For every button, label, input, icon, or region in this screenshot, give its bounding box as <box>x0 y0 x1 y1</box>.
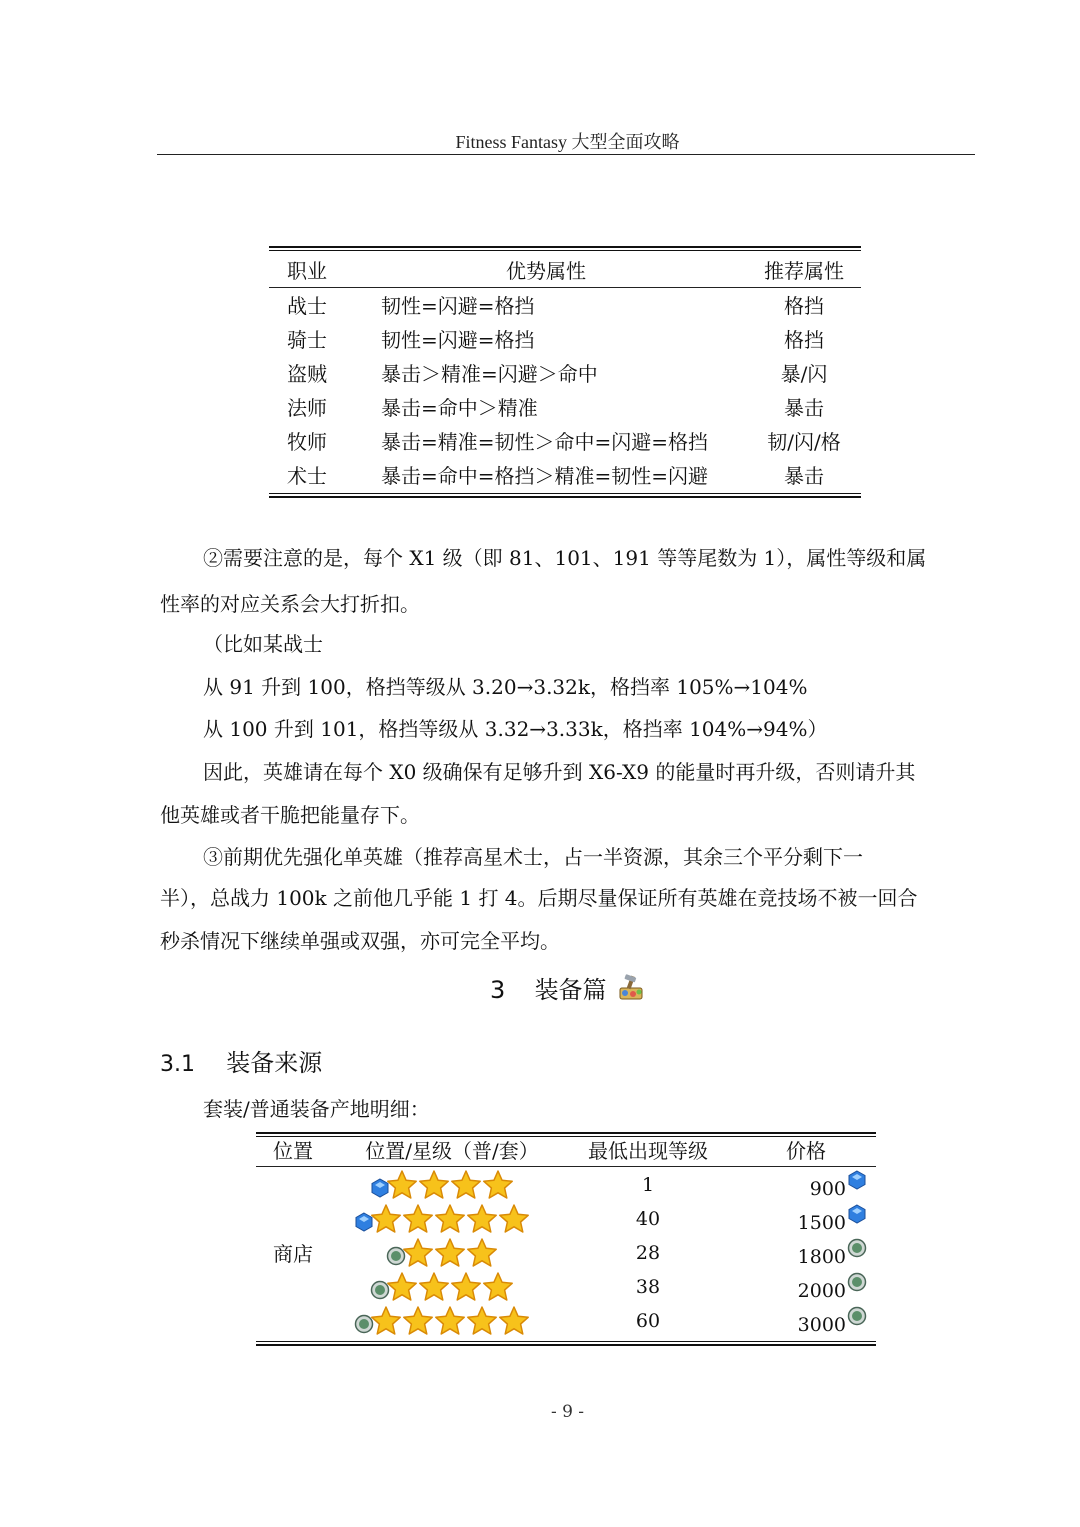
paragraph-line: 从 100 升到 101，格挡等级从 3.32→3.33k，格挡率 104%→94%） <box>203 717 828 741</box>
star-icon <box>450 1271 482 1303</box>
star-rating <box>370 1168 514 1202</box>
paragraph-line: ③前期优先强化单英雄（推荐高星术士，占一半资源，其余三个平分剩下一 <box>203 845 863 869</box>
paragraph-line: 因此，英雄请在每个 X0 级确保有足够升到 X6-X9 的能量时再升级，否则请升其 <box>203 760 916 784</box>
star-icon <box>498 1203 530 1235</box>
star-icon <box>434 1305 466 1337</box>
section-heading <box>160 1043 322 1078</box>
star-rating <box>354 1202 530 1236</box>
currency-icon <box>847 1272 867 1296</box>
running-header: Fitness Fantasy 大型全面攻略 <box>455 132 680 152</box>
star-icon <box>402 1237 434 1269</box>
chapter-title: 装备篇 <box>534 976 607 1004</box>
table-intro: 套装/普通装备产地明细： <box>203 1097 430 1121</box>
currency-icon <box>847 1238 867 1262</box>
equipment-source-table <box>256 1132 876 1346</box>
cell-class: 法师 <box>287 396 327 420</box>
table-row <box>256 1168 876 1202</box>
star-icon <box>466 1237 498 1269</box>
star-icon <box>482 1271 514 1303</box>
paragraph-line: 秒杀情况下继续单强或双强，亦可完全平均。 <box>160 929 560 953</box>
paragraph-line: ②需要注意的是，每个 X1 级（即 81、101、191 等等尾数为 1），属性等级和属 <box>203 546 927 570</box>
currency-icon <box>847 1204 867 1228</box>
star-icon <box>402 1203 434 1235</box>
cell-price: 2000 <box>797 1280 846 1302</box>
table-bottom-rule <box>269 493 861 498</box>
cell-advantage: 暴击=命中=格挡＞精准=韧性=闪避 <box>381 464 709 488</box>
cell-class: 战士 <box>287 294 327 318</box>
section-number: 3.1 <box>160 1052 195 1077</box>
star-icon <box>498 1305 530 1337</box>
table-header-rule <box>269 287 861 288</box>
table-row <box>269 323 861 357</box>
cell-price: 900 <box>809 1178 846 1200</box>
star-icon <box>418 1271 450 1303</box>
star-icon <box>402 1305 434 1337</box>
cell-min-level: 38 <box>635 1276 661 1298</box>
table-row <box>256 1202 876 1236</box>
header-price: 价格 <box>786 1139 826 1163</box>
section-title: 装备来源 <box>226 1049 323 1077</box>
star-icon <box>466 1305 498 1337</box>
star-rating <box>354 1304 530 1338</box>
star-icon <box>434 1203 466 1235</box>
header-location: 位置 <box>273 1139 313 1163</box>
star-icon <box>434 1237 466 1269</box>
page-number: - 9 - <box>550 1402 585 1422</box>
header-class: 职业 <box>287 259 327 283</box>
star-icon <box>482 1169 514 1201</box>
cell-recommend: 韧/闪/格 <box>767 430 841 454</box>
currency-icon <box>847 1170 867 1194</box>
table-header-rule <box>256 1166 876 1167</box>
cell-advantage: 暴击＞精准=闪避＞命中 <box>381 362 598 386</box>
hammer-tools-icon <box>616 974 646 1008</box>
star-icon <box>418 1169 450 1201</box>
header-advantage: 优势属性 <box>506 259 586 283</box>
paragraph-line: 他英雄或者干脆把能量存下。 <box>160 803 420 827</box>
cell-class: 牧师 <box>287 430 327 454</box>
cell-price: 1500 <box>797 1212 846 1234</box>
cell-min-level: 60 <box>635 1310 661 1332</box>
header-stars: 位置/星级（普/套） <box>365 1139 539 1163</box>
chapter-heading <box>490 970 646 1008</box>
star-icon <box>450 1169 482 1201</box>
cell-recommend: 暴/闪 <box>780 362 828 386</box>
table-row <box>256 1236 876 1270</box>
cell-min-level: 1 <box>641 1174 655 1196</box>
cell-advantage: 韧性=闪避=格挡 <box>381 294 535 318</box>
paragraph-line: 性率的对应关系会大打折扣。 <box>160 592 420 616</box>
cell-advantage: 暴击=精准=韧性＞命中=闪避=格挡 <box>381 430 709 454</box>
cell-min-level: 40 <box>635 1208 661 1230</box>
cell-class: 术士 <box>287 464 327 488</box>
header-recommend: 推荐属性 <box>764 259 844 283</box>
table-row <box>256 1270 876 1304</box>
cell-advantage: 暴击=命中＞精准 <box>381 396 538 420</box>
currency-icon <box>847 1306 867 1330</box>
cell-price: 3000 <box>797 1314 846 1336</box>
paragraph-line: （比如某战士 <box>203 632 323 656</box>
cell-advantage: 韧性=闪避=格挡 <box>381 328 535 352</box>
gem-icon <box>847 1170 867 1190</box>
cell-location: 商店 <box>273 1242 313 1266</box>
cell-recommend: 格挡 <box>784 328 824 352</box>
table-row <box>269 425 861 459</box>
coin-icon <box>847 1306 867 1326</box>
table-row <box>256 1304 876 1338</box>
cell-recommend: 暴击 <box>784 396 824 420</box>
table-top-rule <box>269 246 861 251</box>
cell-class: 盗贼 <box>287 362 327 386</box>
star-rating <box>386 1236 498 1270</box>
star-icon <box>370 1305 402 1337</box>
header-min-level: 最低出现等级 <box>588 1139 708 1163</box>
table-header-row <box>269 254 861 288</box>
table-row <box>269 459 861 493</box>
class-attributes-table <box>269 246 861 498</box>
star-icon <box>466 1203 498 1235</box>
paragraph-line: 半），总战力 100k 之前他几乎能 1 打 4。后期尽量保证所有英雄在竞技场不被一回合 <box>160 886 918 910</box>
cell-recommend: 格挡 <box>784 294 824 318</box>
cell-class: 骑士 <box>287 328 327 352</box>
coin-icon <box>847 1238 867 1258</box>
gem-icon <box>847 1204 867 1224</box>
cell-recommend: 暴击 <box>784 464 824 488</box>
cell-min-level: 28 <box>635 1242 661 1264</box>
star-icon <box>386 1271 418 1303</box>
star-icon <box>386 1169 418 1201</box>
table-row <box>269 289 861 323</box>
header-rule <box>157 154 975 155</box>
star-icon <box>370 1203 402 1235</box>
paragraph-line: 从 91 升到 100，格挡等级从 3.20→3.32k，格挡率 105%→104% <box>203 675 808 699</box>
star-rating <box>370 1270 514 1304</box>
table-row <box>269 357 861 391</box>
table-row <box>269 391 861 425</box>
coin-icon <box>847 1272 867 1292</box>
chapter-number: 3 <box>490 976 506 1004</box>
table-bottom-rule <box>256 1341 876 1346</box>
cell-price: 1800 <box>797 1246 846 1268</box>
